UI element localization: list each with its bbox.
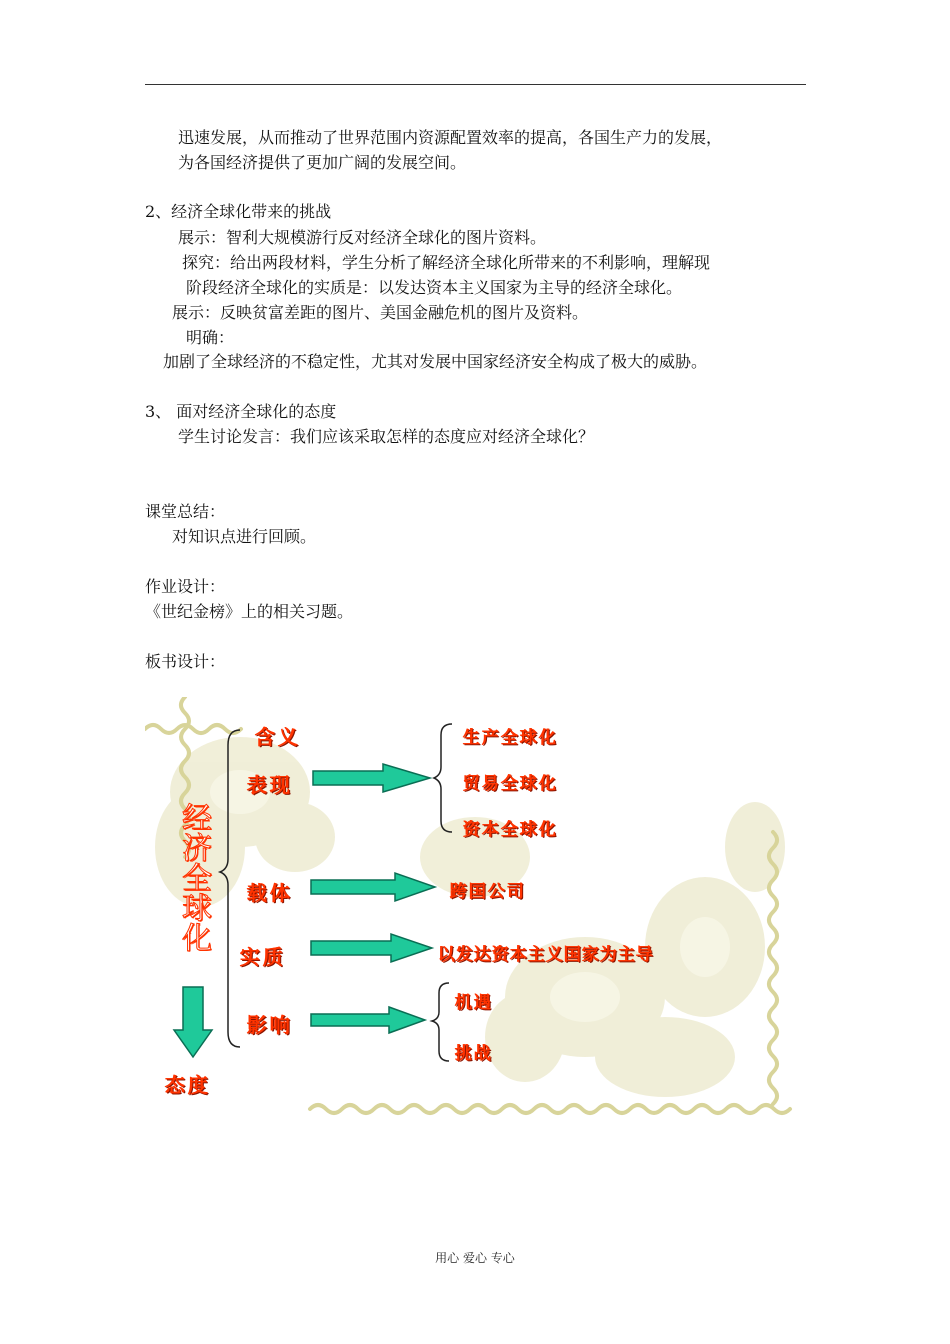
down-arrow [174,987,212,1057]
shizhi-result: 以发达资本主义国家为主导 [438,945,654,965]
header-rule [145,84,806,85]
section-heading: 2、经济全球化带来的挑战 [145,202,332,221]
branch-shizhi: 实质 [240,945,286,969]
right-arrow [311,1007,425,1033]
text-line: 学生讨论发言：我们应该采取怎样的态度应对经济全球化？ [178,427,595,446]
branch-biaoxian: 表现 [247,773,293,797]
board-title-vertical: 经济全球化 [176,802,211,952]
item-trade: 贸易全球化 [463,774,558,794]
right-arrow [311,873,435,901]
text-line: 展示：反映贫富差距的图片、美国金融危机的图片及资料。 [172,303,589,322]
biaoxian-brace [434,724,452,832]
section-heading: 课堂总结： [145,502,226,521]
zaiti-result: 跨国公司 [450,882,526,902]
section-heading: 作业设计： [145,577,226,596]
text-line: 为各国经济提供了更加广阔的发展空间。 [178,153,467,172]
text-line: 迅速发展，从而推动了世界范围内资源配置效率的提高，各国生产力的发展， [178,128,723,147]
item-capital: 资本全球化 [463,820,558,840]
branch-zaiti: 载体 [247,881,293,905]
text-line: 展示：智利大规模游行反对经济全球化的图片资料。 [178,228,547,247]
blackboard-design-diagram [145,697,795,1127]
item-challenge: 挑战 [455,1044,493,1064]
text-line: 加剧了全球经济的不稳定性，尤其对发展中国家经济安全构成了极大的威胁。 [163,352,708,371]
text-line: 对知识点进行回顾。 [172,527,317,546]
bottom-attitude: 态度 [165,1073,211,1097]
branch-hanyi: 含义 [255,725,301,749]
section-heading: 板书设计： [145,652,226,671]
text-line: 明确： [186,328,235,347]
right-arrow [313,764,430,792]
item-production: 生产全球化 [463,728,558,748]
right-arrow [311,934,432,962]
section-heading: 3、 面对经济全球化的态度 [145,402,337,421]
branch-yingxiang: 影响 [247,1013,293,1037]
text-line: 《世纪金榜》上的相关习题。 [145,602,354,621]
text-line: 阶段经济全球化的实质是：以发达资本主义国家为主导的经济全球化。 [186,278,683,297]
yingxiang-brace [432,983,449,1061]
text-line: 探究：给出两段材料，学生分析了解经济全球化所带来的不利影响，理解现 [182,253,711,272]
item-opportunity: 机遇 [455,993,493,1013]
page-footer: 用心 爱心 专心 [435,1251,515,1265]
